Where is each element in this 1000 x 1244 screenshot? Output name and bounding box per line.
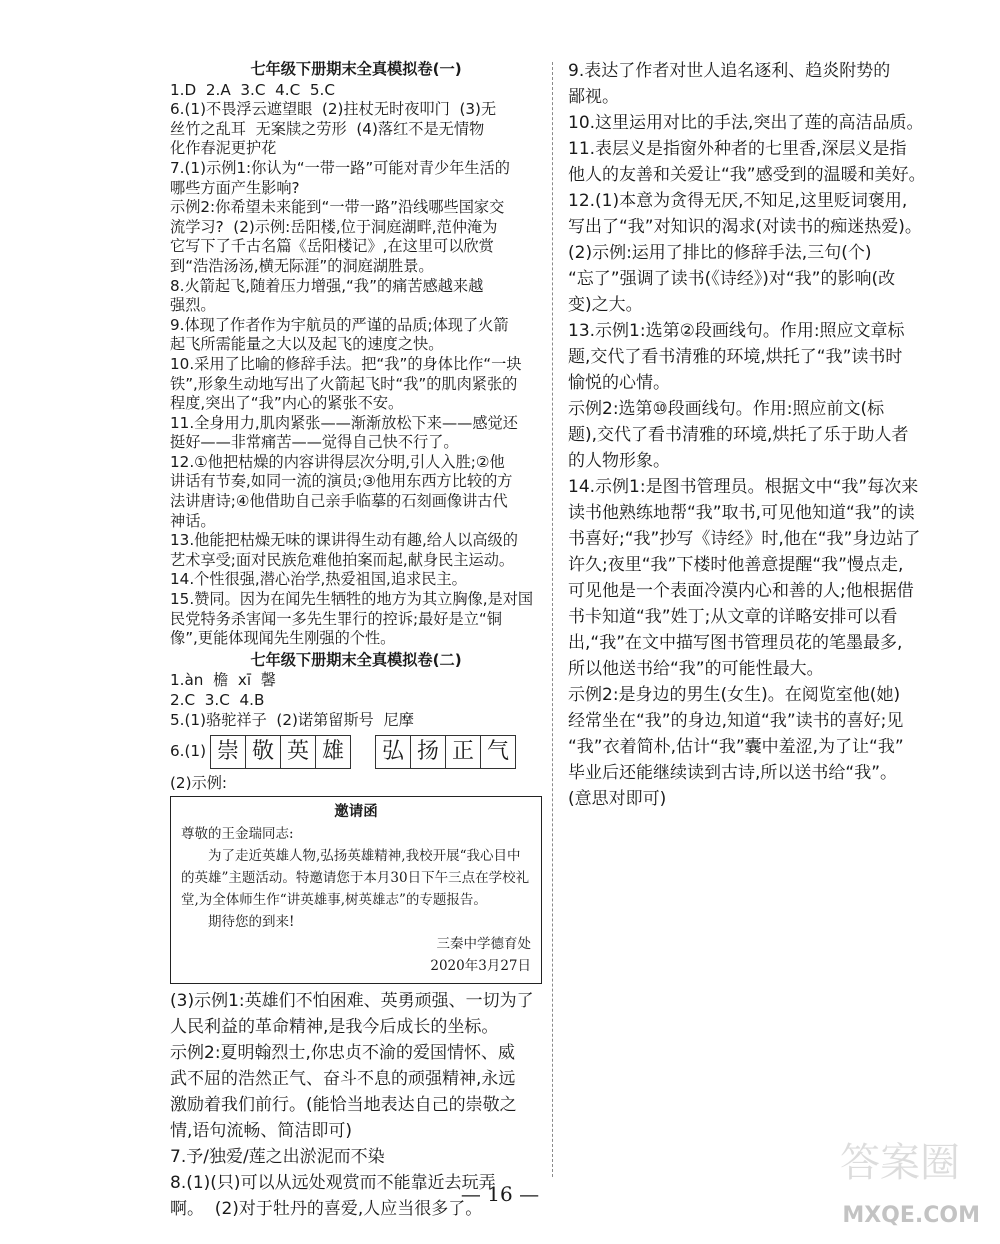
character-cell: 雄 [322, 739, 345, 765]
exam-1-answers [170, 81, 542, 649]
answer-line: 情,语句流畅、简洁即可) [170, 1120, 353, 1141]
answer-line: 10.这里运用对比的手法,突出了莲的高洁品质。 [568, 113, 924, 133]
answer-line: 强烈。 [170, 296, 216, 315]
answer-line: 1.àn 檐 xī 馨 [170, 671, 276, 690]
answer-line: 14.示例1:是图书管理员。根据文中“我”每次来 [568, 477, 919, 497]
answer-line: 15.赞同。因为在闻先生牺牲的地方为其立胸像,是对国 [170, 590, 534, 609]
answer-line: 1.D 2.A 3.C 4.C 5.C [170, 80, 335, 99]
answer-line: 书喜好;“我”抄写《诗经》时,他在“我”身边站了 [568, 529, 921, 549]
answer-line: 13.示例1:选第②段画线句。作用:照应文章标 [568, 321, 905, 341]
answer-line: 8.火箭起飞,随着压力增强,“我”的痛苦感越来越 [170, 276, 484, 295]
answer-line: 民党特务杀害闻一多先生罪行的控诉;最好是立“铜 [170, 609, 502, 628]
answer-line: 示例2:选第⑩段画线句。作用:照应前文(标 [568, 399, 885, 419]
answer-line: 武不屈的浩然正气、奋斗不息的顽强精神,永远 [170, 1068, 516, 1089]
answer-line: 流学习? (2)示例:岳阳楼,位于洞庭湖畔,范仲淹为 [170, 217, 498, 236]
character-cell: 崇 [211, 736, 246, 768]
answer-line: (意思对即可) [568, 789, 667, 809]
answer-line: (2)示例:运用了排比的修辞手法,三句(个) [568, 243, 872, 263]
answer-line: 可见他是一个表面冷漠内心和善的人;他根据借 [568, 581, 914, 601]
invitation-salutation: 尊敬的王金瑞同志: [181, 825, 294, 842]
character-boxes-1 [210, 735, 351, 769]
answer-line: 5.(1)骆驼祥子 (2)诺第留斯号 尼摩 [170, 710, 414, 729]
answer-line: 12.①他把枯燥的内容讲得层次分明,引人入胜;②他 [170, 452, 505, 471]
invitation-signer: 三秦中学德育处 [436, 935, 531, 952]
answer-line: 愉悦的心情。 [568, 373, 670, 393]
answer-line: 题),交代了看书清雅的环境,烘托了乐于助人者 [568, 425, 909, 445]
answer-line: 丝竹之乱耳 无案牍之劳形 (4)落红不是无情物 [170, 119, 485, 138]
q6-label: 6.(1) [170, 742, 207, 761]
answer-line: 2.C 3.C 4.B [170, 691, 265, 709]
watermark-text: MXQE.COM [842, 1203, 980, 1228]
column-divider [552, 62, 553, 1177]
answer-line: 读书他熟练地帮“我”取书,可见他知道“我”的读 [568, 503, 915, 523]
answer-line: 到“浩浩汤汤,横无际涯”的洞庭湖胜景。 [170, 256, 434, 275]
answer-line: 讲话有节奏,如同一流的演员;③他用东西方比较的方 [170, 472, 513, 491]
character-cell: 气 [487, 739, 510, 765]
character-cell: 扬 [411, 736, 446, 768]
answer-line: 程度,突出了“我”内心的紧张不安。 [170, 394, 404, 413]
answer-line: 14.个性很强,潜心治学,热爱祖国,追求民主。 [170, 570, 467, 589]
section-title-exam-1: 七年级下册期末全真模拟卷(一) [250, 60, 462, 78]
answer-line: 铁”,形象生动地写出了火箭起飞时“我”的肌肉紧张的 [170, 374, 518, 393]
answer-line: “我”衣着简朴,估计“我”囊中羞涩,为了让“我” [568, 737, 904, 757]
answer-line: 挺好——非常痛苦——觉得自己快不行了。 [170, 433, 459, 452]
answer-line: 11.全身用力,肌肉紧张——渐渐放松下来——感觉还 [170, 413, 518, 432]
answer-line: 13.他能把枯燥无味的课讲得生动有趣,给人以高级的 [170, 531, 518, 550]
character-cell: 弘 [376, 736, 411, 768]
answer-line: 9.体现了作者作为宇航员的严谨的品质;体现了火箭 [170, 315, 509, 334]
answer-line: 哪些方面产生影响? [170, 178, 300, 197]
answer-line: 示例2:夏明翰烈士,你忠贞不渝的爱国情怀、威 [170, 1042, 515, 1063]
answer-line: 起飞所需能量之大以及起飞的速度之快。 [170, 335, 444, 354]
invitation-closing: 期待您的到来! [208, 913, 295, 930]
answer-line: 神话。 [170, 511, 216, 530]
answer-line: 8.(1)(只)可以从远处观赏而不能靠近去玩弄 [170, 1172, 496, 1193]
invitation-title: 邀请函 [334, 802, 378, 820]
answer-line: 10.采用了比喻的修辞手法。把“我”的身体比作“一块 [170, 354, 522, 373]
answer-line: 示例2:是身边的男生(女生)。在阅览室他(她) [568, 685, 901, 705]
character-cell: 正 [446, 736, 481, 768]
answer-line: 书卡知道“我”姓丁;从文章的详略安排可以看 [568, 607, 898, 627]
answer-line: 7.(1)示例1:你认为“一带一路”可能对青少年生活的 [170, 158, 510, 177]
answer-line: 11.表层义是指窗外种者的七里香,深层义是指 [568, 139, 907, 159]
q6-boxes-row [170, 734, 542, 770]
answer-line: 变)之大。 [568, 295, 643, 315]
left-column [170, 58, 542, 1222]
invitation-date: 2020年3月27日 [430, 957, 531, 974]
answer-line: 7.予/独爱/莲之出淤泥而不染 [170, 1146, 385, 1167]
answer-line: 9.表达了作者对世人追名逐利、趋炎附势的 [568, 61, 891, 81]
answer-line: 所以他送书给“我”的可能性最大。 [568, 659, 824, 679]
answer-line: 法讲唐诗;④他借助自己亲手临摹的石刻画像讲古代 [170, 492, 508, 511]
answer-line: 出,“我”在文中描写图书管理员花的笔墨最多, [568, 633, 903, 653]
answer-line: 许久;夜里“我”下楼时他善意提醒“我”慢点走, [568, 555, 904, 575]
invitation-body: 为了走近英雄人物,弘扬英雄精神,我校开展“我心目中的英雄”主题活动。特邀请您于本月30日下午三点在学校礼堂,为全体师生作“讲英雄事,树英雄志”的专题报告。 [181, 847, 530, 908]
answer-line: 的人物形象。 [568, 451, 670, 471]
answer-line: 12.(1)本意为贪得无厌,不知足,这里贬词褒用, [568, 191, 908, 211]
character-cell: 敬 [246, 736, 281, 768]
answer-line: 啊。 (2)对于牡丹的喜爱,人应当很多了。 [170, 1198, 483, 1219]
answer-line: 他人的友善和关爱让“我”感受到的温暖和美好。 [568, 165, 926, 185]
answer-line: 6.(1)不畏浮云遮望眼 (2)拄杖无时夜叩门 (3)无 [170, 100, 497, 119]
answer-line: 人民利益的革命精神,是我今后成长的坐标。 [170, 1016, 499, 1037]
answer-line: 像”,更能体现闻先生刚强的个性。 [170, 629, 396, 648]
answer-line: 经常坐在“我”的身边,知道“我”读书的喜好;见 [568, 711, 904, 731]
answer-line: “忘了”强调了读书(《诗经》)对“我”的影响(改 [568, 269, 896, 289]
exam-2-answers [170, 671, 542, 730]
answer-line: 毕业后还能继续读到古诗,所以送书给“我”。 [568, 763, 898, 783]
q6-part2-label: (2)示例: [170, 774, 228, 793]
answer-line: (3)示例1:英雄们不怕困难、英勇顽强、一切为了 [170, 990, 534, 1011]
character-boxes-2 [375, 735, 516, 769]
answer-line: 示例2:你希望未来能到“一带一路”沿线哪些国家交 [170, 198, 505, 217]
answer-line: 写出了“我”对知识的渴求(对读书的痴迷热爱)。 [568, 217, 922, 237]
answer-line: 题,交代了看书清雅的环境,烘托了“我”读书时 [568, 347, 903, 367]
right-column [568, 58, 938, 812]
answer-line: 它写下了千古名篇《岳阳楼记》,在这里可以欣赏 [170, 237, 494, 256]
watermark-logo: 答案圈 [840, 1140, 960, 1186]
section-title-exam-2: 七年级下册期末全真模拟卷(二) [250, 650, 462, 669]
character-cell: 英 [281, 736, 316, 768]
answer-line: 鄙视。 [568, 87, 619, 107]
page-number: — 16 — [460, 1182, 540, 1206]
answer-line: 化作春泥更护花 [170, 139, 277, 158]
invitation-letter [170, 796, 542, 984]
answer-line: 艺术享受;面对民族危难他拍案而起,献身民主运动。 [170, 550, 515, 569]
answer-line: 激励着我们前行。(能恰当地表达自己的崇敬之 [170, 1094, 517, 1115]
